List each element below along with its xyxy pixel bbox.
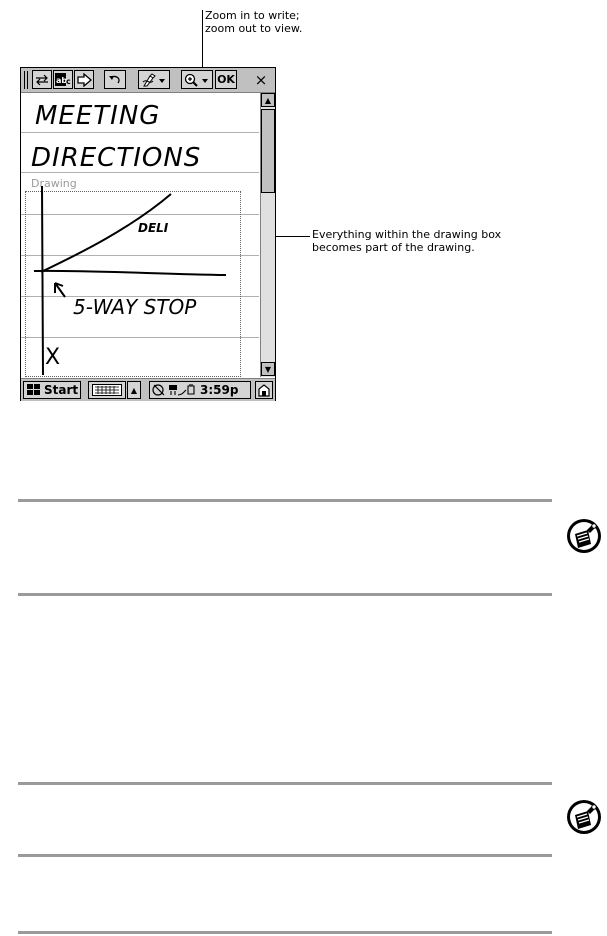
drawing-box-callout-line1: Everything within the drawing box <box>312 228 502 241</box>
handwriting-deli: DELI <box>138 221 169 235</box>
status-tray <box>149 381 251 399</box>
drawing-label: Drawing <box>31 177 77 190</box>
handwriting-five-way-stop: 5-WAY STOP <box>73 295 197 319</box>
grip-icon[interactable] <box>23 70 31 89</box>
drawing-box-callout-line2: becomes part of the drawing. <box>312 241 475 254</box>
start-label: Start <box>44 383 79 397</box>
swap-icon[interactable] <box>32 70 52 89</box>
battery-plug-icon[interactable] <box>168 383 198 397</box>
keyboard-icon[interactable] <box>88 381 126 399</box>
windows-icon <box>26 383 42 397</box>
drawing-sketch <box>21 93 259 377</box>
taskbar <box>21 378 275 401</box>
scroll-up-icon[interactable]: ▲ <box>261 93 275 107</box>
notes-toolbar <box>21 68 275 93</box>
divider-rule <box>18 931 552 934</box>
handwriting-x: X <box>45 345 61 370</box>
scroll-thumb[interactable] <box>261 109 275 193</box>
clock-time[interactable]: 3:59p <box>200 383 239 397</box>
start-button[interactable] <box>23 381 81 399</box>
divider-rule <box>18 782 552 785</box>
arrow-right-icon[interactable] <box>74 70 94 89</box>
zoom-callout-line1: Zoom in to write; <box>205 9 300 22</box>
note-canvas[interactable] <box>21 93 259 377</box>
scroll-down-icon[interactable]: ▼ <box>261 362 275 376</box>
pen-icon[interactable] <box>138 70 170 89</box>
undo-icon[interactable] <box>104 70 126 89</box>
zoom-callout-line2: zoom out to view. <box>205 22 303 35</box>
zoom-icon[interactable] <box>181 70 213 89</box>
divider-rule <box>18 854 552 857</box>
desktop-icon[interactable] <box>255 381 273 399</box>
zoom-callout-leader <box>202 10 203 68</box>
close-button[interactable]: × <box>254 70 268 89</box>
recognize-icon[interactable] <box>53 70 73 89</box>
handwriting-meeting: MEETING <box>35 101 161 131</box>
handwriting-directions: DIRECTIONS <box>31 143 202 173</box>
divider-rule <box>18 499 552 502</box>
svg-text:ab: ab <box>56 76 68 85</box>
connection-icon[interactable] <box>152 383 168 397</box>
vertical-scrollbar[interactable] <box>260 93 275 377</box>
note-icon <box>566 799 602 835</box>
ok-button[interactable]: OK <box>215 70 237 89</box>
svg-text:c: c <box>66 77 71 86</box>
up-arrow-icon[interactable]: ▲ <box>127 381 141 399</box>
divider-rule <box>18 593 552 596</box>
note-icon <box>566 518 602 554</box>
pocketpc-screen <box>20 67 276 401</box>
